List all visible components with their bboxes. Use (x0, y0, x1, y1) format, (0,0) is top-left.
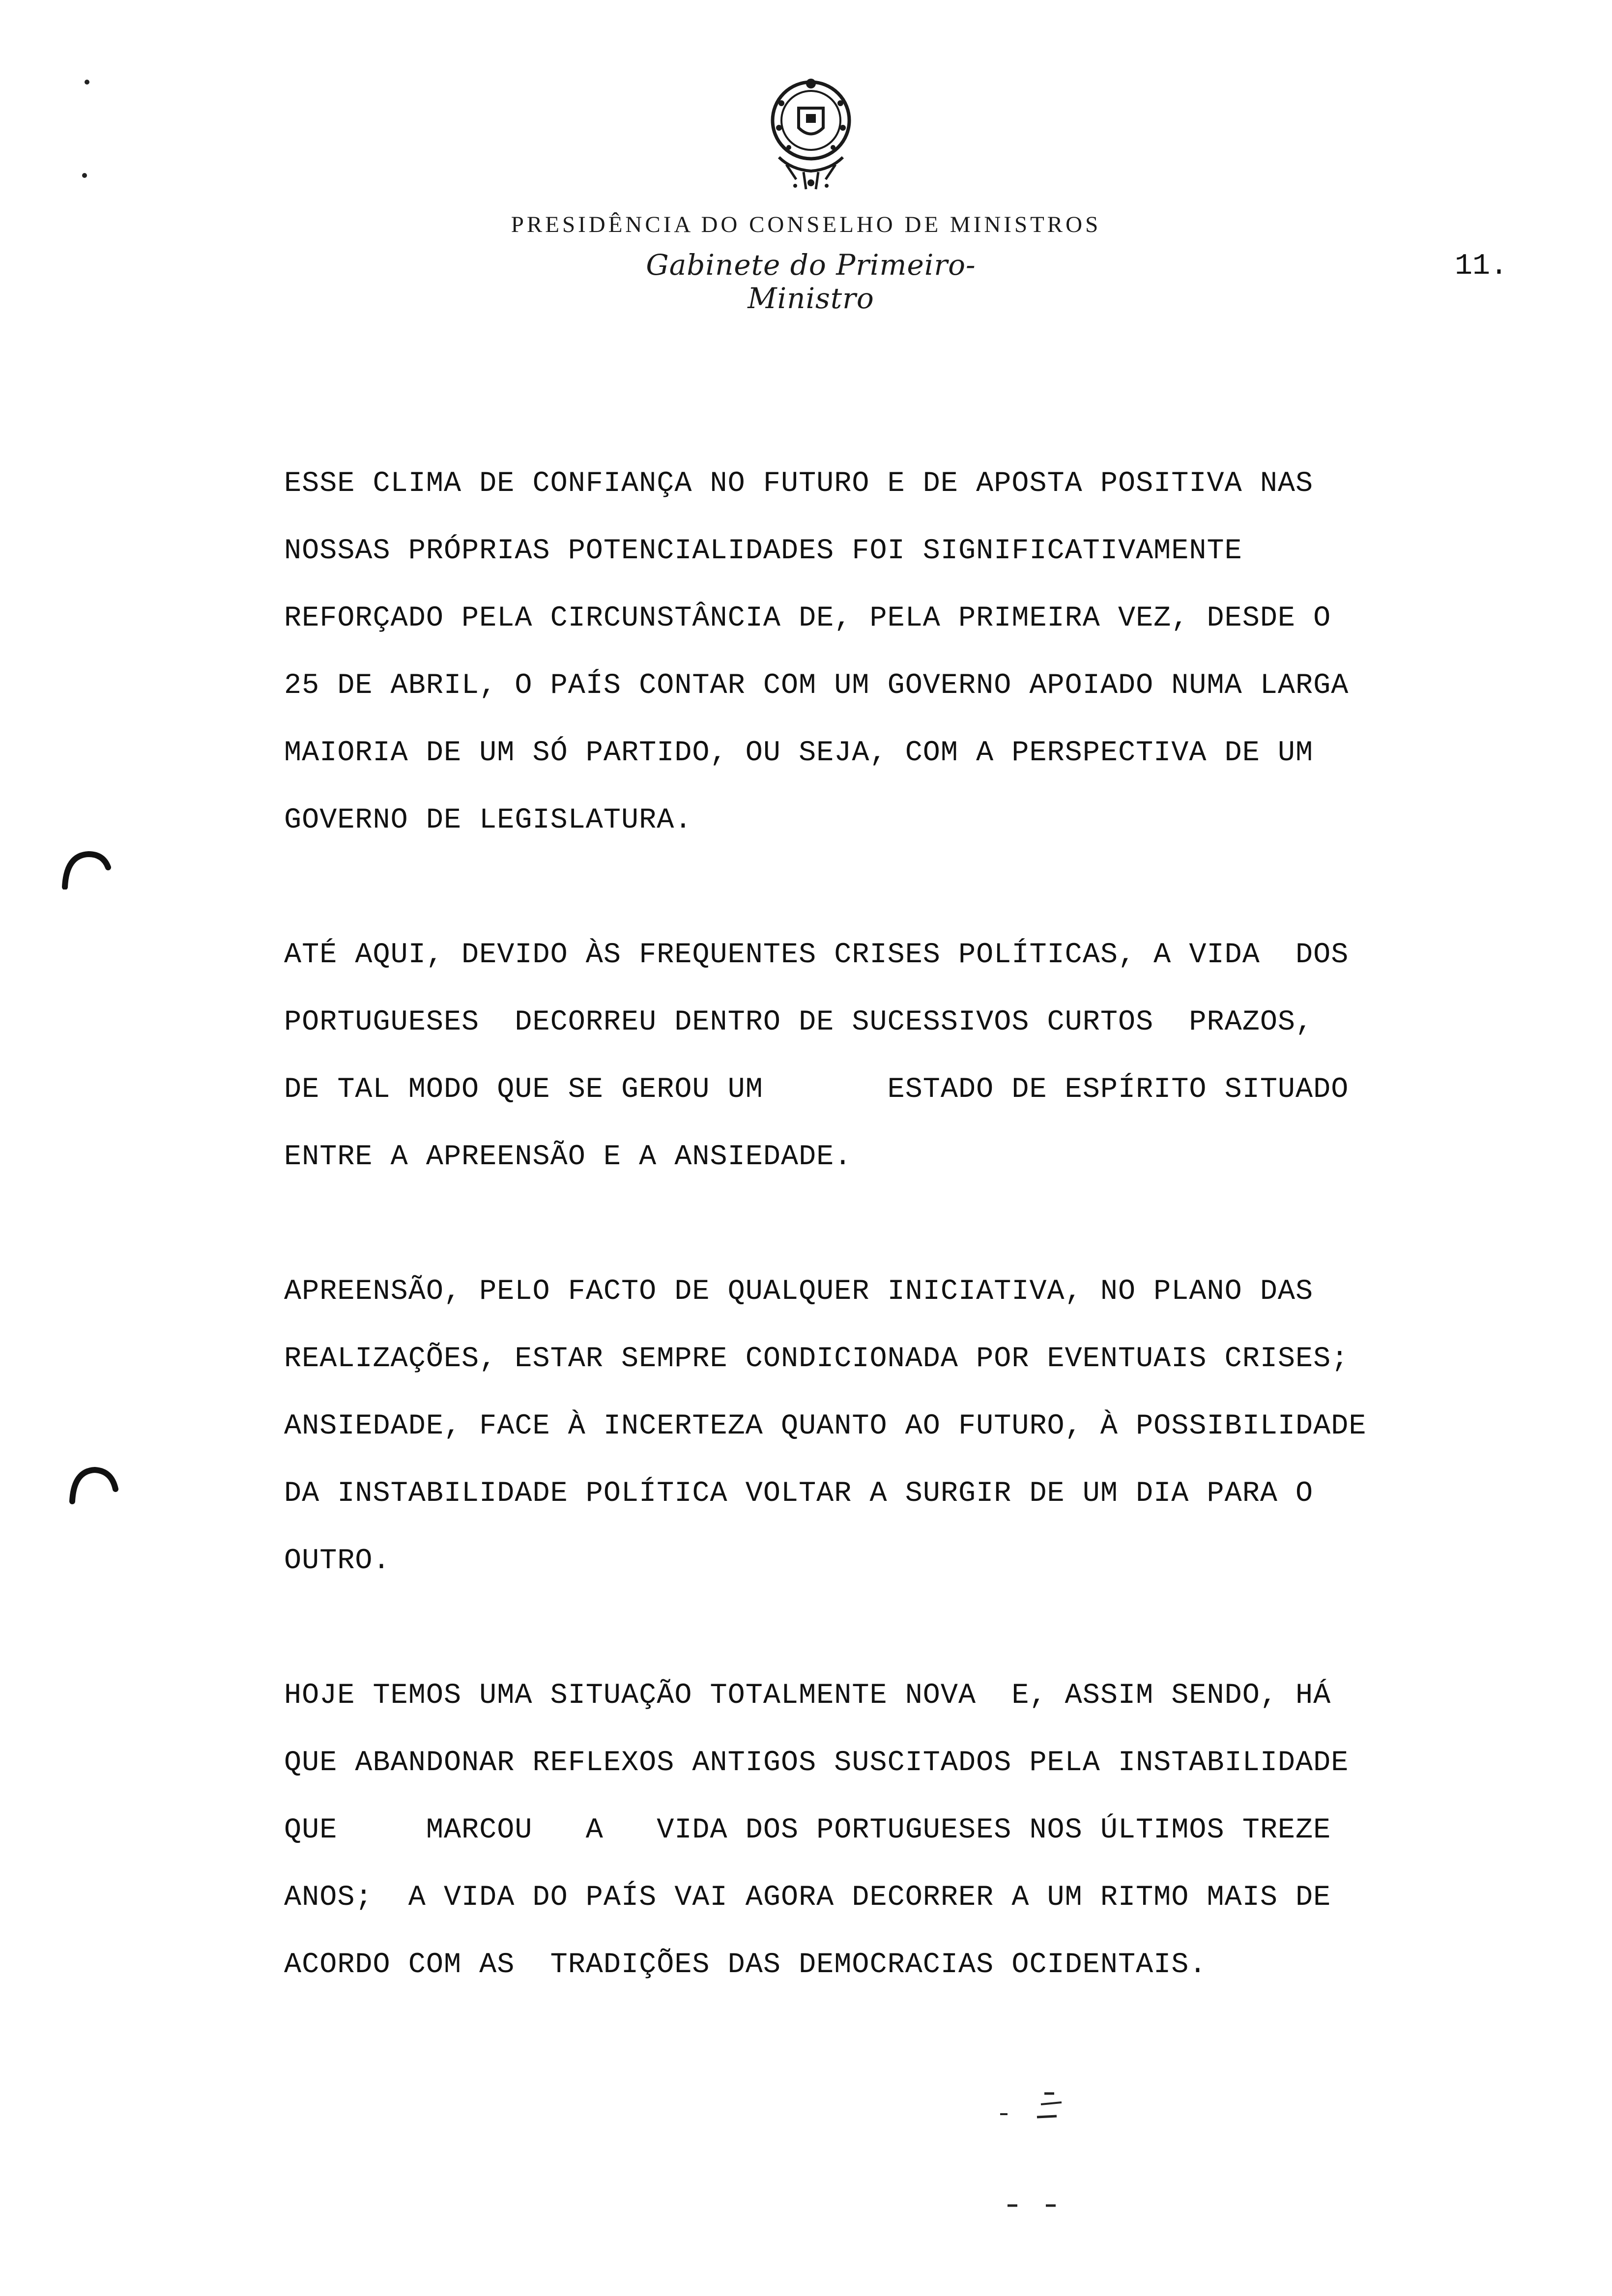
office-title: PRESIDÊNCIA DO CONSELHO DE MINISTROS (511, 212, 1101, 237)
paragraph (284, 1662, 1498, 1998)
continuation-marks (988, 2074, 1096, 2221)
text-line: QUE MARCOU A VIDA DOS PORTUGUESES NOS ÚLTIMOS TREZE (284, 1813, 1331, 1846)
office-subtitle-handwritten: Gabinete do Primeiro-Ministro (646, 248, 976, 315)
margin-speck (81, 172, 88, 179)
text-line: PORTUGUESES DECORREU DENTRO DE SUCESSIVOS CURTOS PRAZOS, (284, 1005, 1314, 1038)
text-line: ATÉ AQUI, DEVIDO ÀS FREQUENTES CRISES POLÍTICAS, A VIDA DOS (284, 938, 1349, 971)
paragraph (284, 450, 1498, 854)
text-line: ESSE CLIMA DE CONFIANÇA NO FUTURO E DE APOSTA POSITIVA NAS (284, 467, 1314, 500)
punch-hole-arc-icon (59, 845, 113, 890)
text-line: ANSIEDADE, FACE À INCERTEZA QUANTO AO FUTURO, À POSSIBILIDADE (284, 1409, 1367, 1442)
text-line: ENTRE A APREENSÃO E A ANSIEDADE. (284, 1140, 852, 1173)
page-number: 11. (1455, 250, 1508, 283)
text-line: ACORDO COM AS TRADIÇÕES DAS DEMOCRACIAS OCIDENTAIS. (284, 1948, 1207, 1981)
text-line: DA INSTABILIDADE POLÍTICA VOLTAR A SURGIR DE UM DIA PARA O (284, 1477, 1314, 1510)
coat-of-arms-icon (752, 74, 870, 197)
document-body (284, 450, 1498, 2066)
text-line: ANOS; A VIDA DO PAÍS VAI AGORA DECORRER A UM RITMO MAIS DE (284, 1881, 1331, 1914)
text-line: HOJE TEMOS UMA SITUAÇÃO TOTALMENTE NOVA E, ASSIM SENDO, HÁ (284, 1679, 1331, 1712)
margin-speck (84, 79, 90, 86)
text-line: GOVERNO DE LEGISLATURA. (284, 804, 692, 836)
text-line: 25 DE ABRIL, O PAÍS CONTAR COM UM GOVERNO APOIADO NUMA LARGA (284, 669, 1349, 702)
paragraph (284, 921, 1498, 1190)
text-line: OUTRO. (284, 1544, 391, 1577)
paragraph (284, 1258, 1498, 1594)
text-line: REALIZAÇÕES, ESTAR SEMPRE CONDICIONADA POR EVENTUAIS CRISES; (284, 1342, 1349, 1375)
text-line: QUE ABANDONAR REFLEXOS ANTIGOS SUSCITADOS PELA INSTABILIDADE (284, 1746, 1349, 1779)
text-line: NOSSAS PRÓPRIAS POTENCIALIDADES FOI SIGNIFICATIVAMENTE (284, 534, 1242, 567)
text-line: REFORÇADO PELA CIRCUNSTÂNCIA DE, PELA PRIMEIRA VEZ, DESDE O (284, 602, 1331, 634)
punch-hole-arc-icon (66, 1462, 120, 1506)
text-line: APREENSÃO, PELO FACTO DE QUALQUER INICIATIVA, NO PLANO DAS (284, 1275, 1314, 1308)
text-line: MAIORIA DE UM SÓ PARTIDO, OU SEJA, COM A PERSPECTIVA DE UM (284, 736, 1314, 769)
text-line: DE TAL MODO QUE SE GEROU UM ESTADO DE ESPÍRITO SITUADO (284, 1073, 1349, 1106)
